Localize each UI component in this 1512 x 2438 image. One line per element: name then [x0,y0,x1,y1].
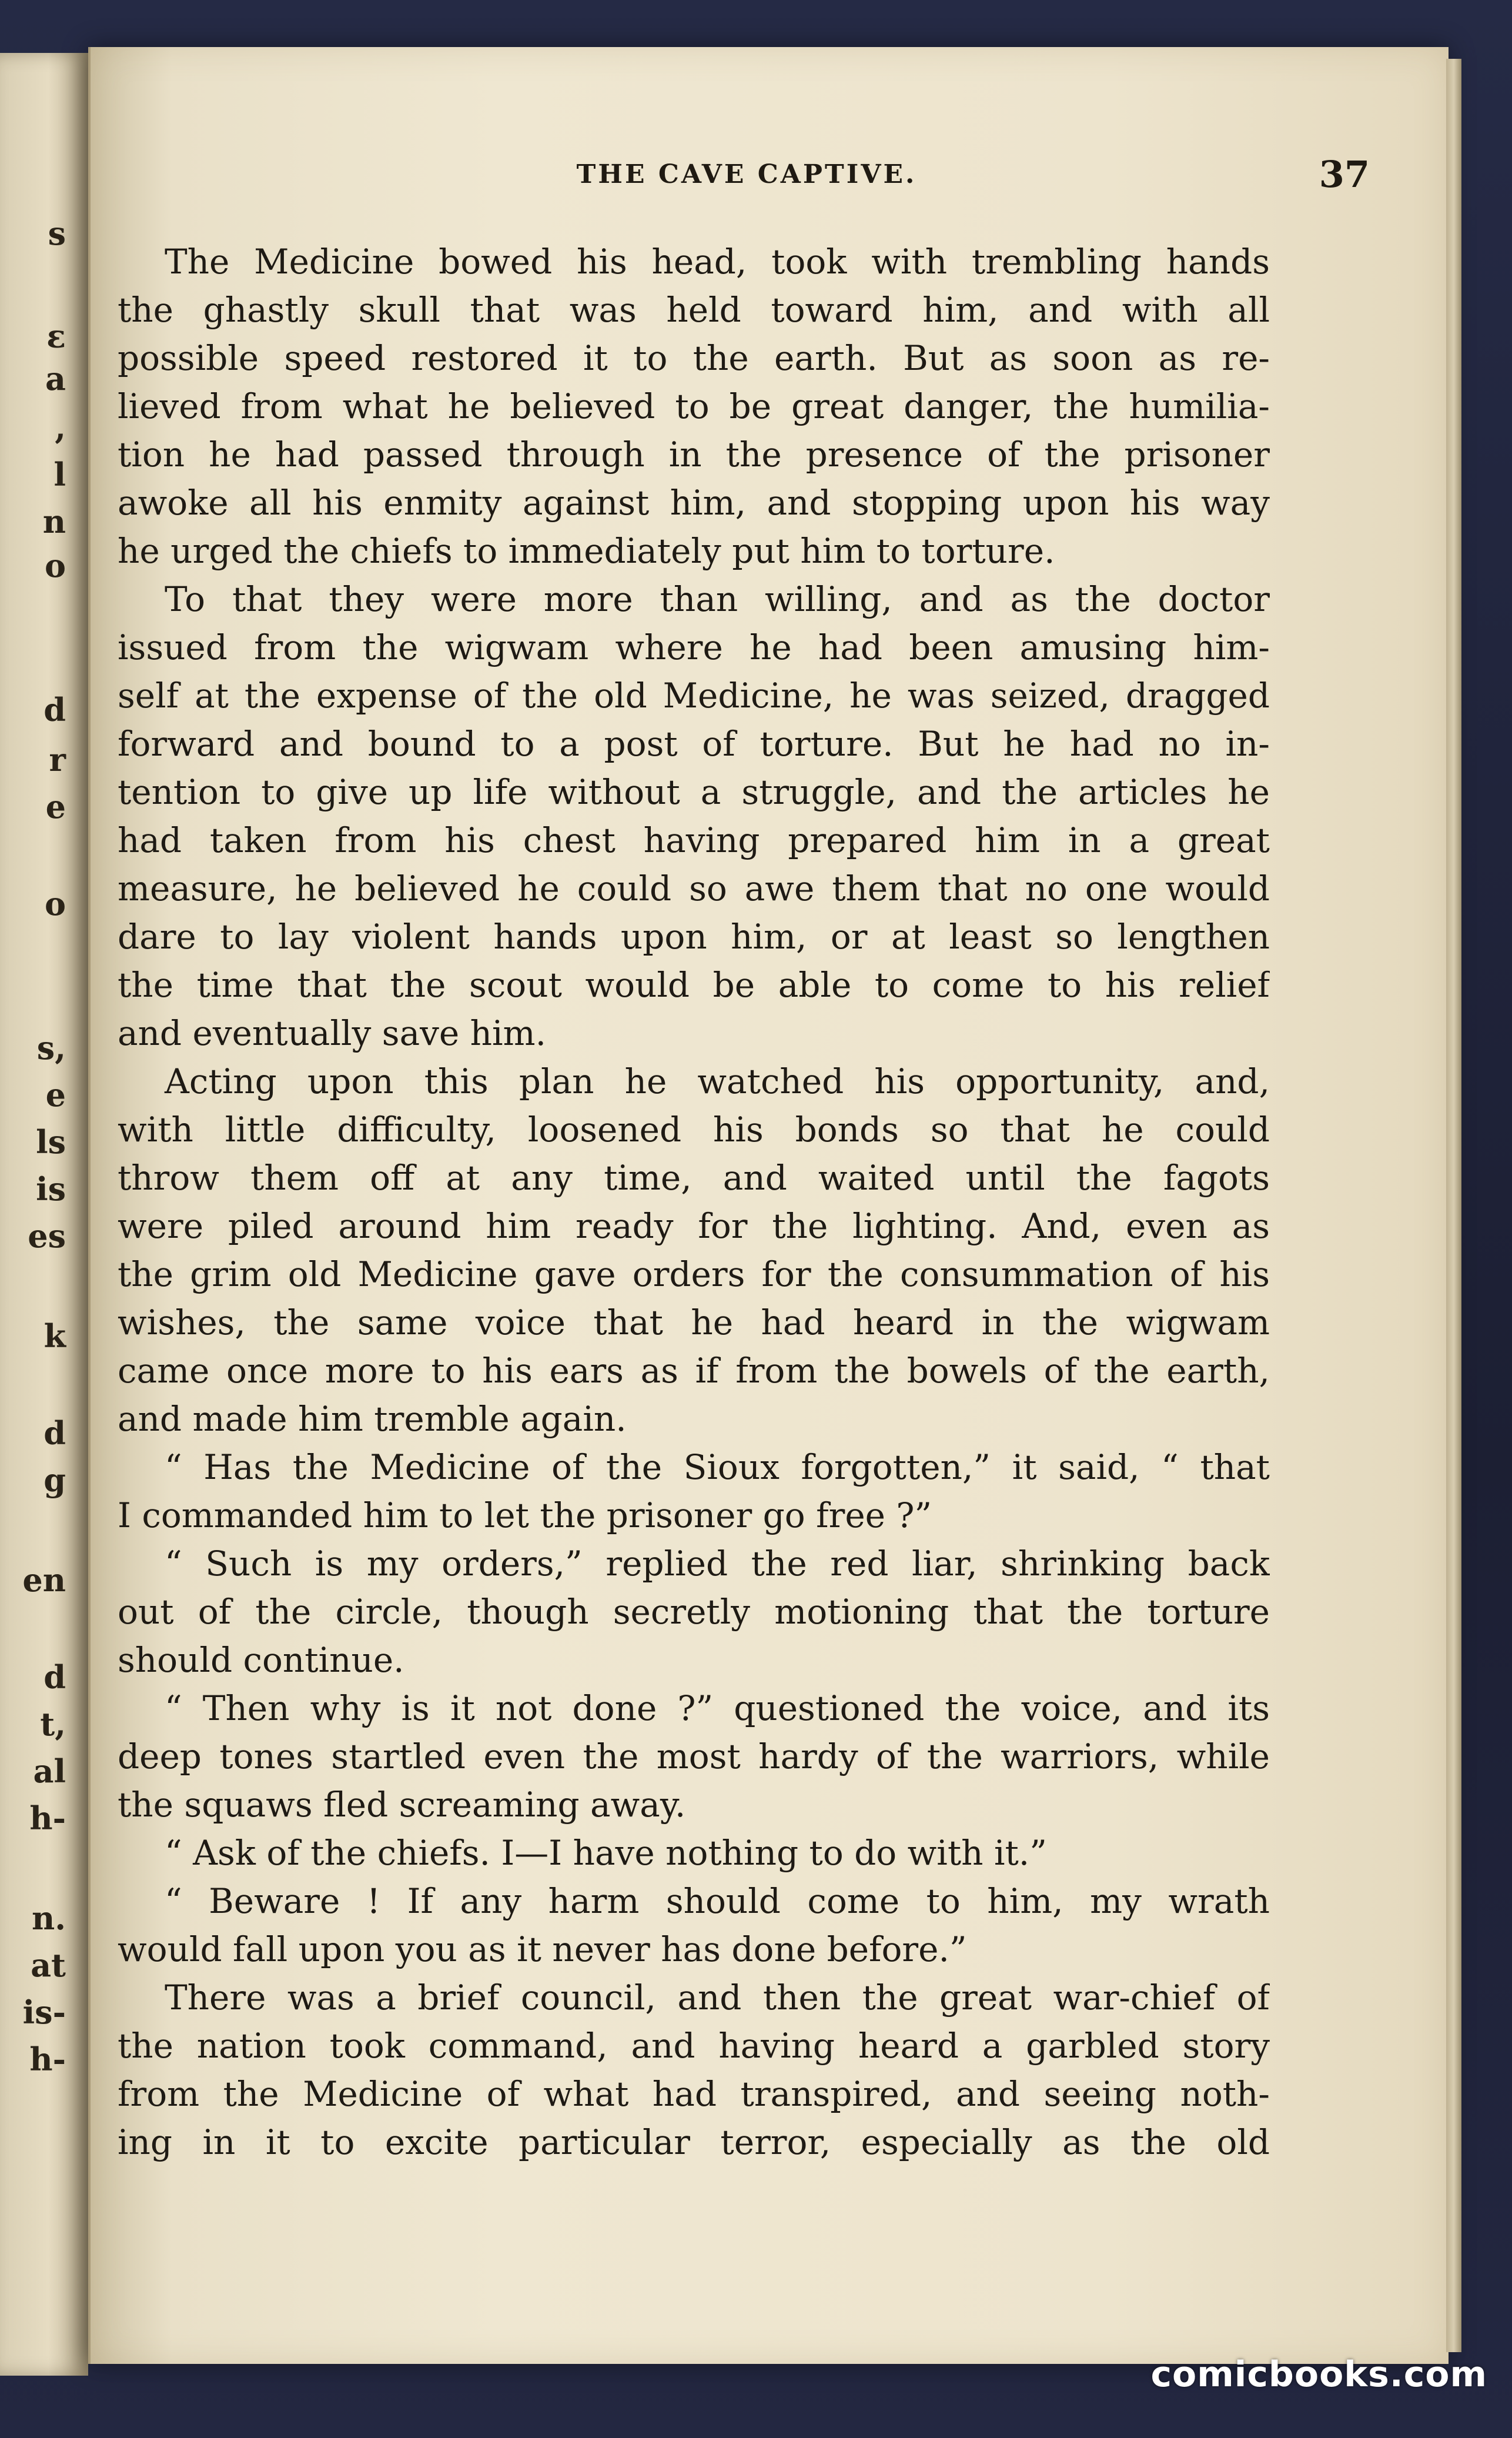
facing-page-fragment: e [45,1076,66,1114]
running-head-title: THE CAVE CAPTIVE. [576,159,917,189]
facing-page-fragment: h- [29,1799,66,1837]
text-line: lieved from what he believed to be great danger, the humilia- [118,386,1270,426]
facing-page-fragment: is- [22,1993,66,2031]
facing-page-fragment: ls [36,1123,66,1161]
body-text [118,238,1270,2166]
text-line: To that they were more than willing, and as the doctor [165,579,1270,619]
facing-page-fragment: d [44,1658,66,1696]
facing-page-fragment: es [28,1217,66,1255]
text-line: had taken from his chest having prepared him in a great [118,820,1270,860]
facing-page-fragment: en [22,1561,66,1599]
text-line: the squaws fled screaming away. [118,1785,686,1825]
text-line: he urged the chiefs to immediately put him to torture. [118,531,1055,571]
text-line: would fall upon you as it never has done before.” [118,1929,967,1969]
facing-page-fragment: g [44,1461,66,1499]
facing-page-fragment: s, [36,1029,66,1067]
text-line: from the Medicine of what had transpired, and seeing noth- [118,2074,1270,2114]
text-line: tion he had passed through in the presence of the prisoner [118,435,1270,475]
facing-page-edge [0,53,88,2376]
text-line: and made him tremble again. [118,1399,627,1439]
text-line: The Medicine bowed his head, took with trembling hands [165,242,1270,282]
text-line: and eventually save him. [118,1013,547,1053]
facing-page-fragment: o [44,547,66,585]
text-line: dare to lay violent hands upon him, or at least so lengthen [118,917,1270,957]
facing-page-fragment: o [44,885,66,923]
text-line: possible speed restored it to the earth. But as soon as re- [118,338,1270,378]
text-line: with little difficulty, loosened his bonds so that he could [118,1110,1270,1150]
facing-page-fragment: t, [40,1705,66,1743]
facing-page-fragment: r [49,741,66,779]
facing-page-fragment: e [45,788,66,826]
facing-page-fragment: d [44,691,66,729]
text-line: out of the circle, though secretly motioning that the torture [118,1592,1270,1632]
text-line: were piled around him ready for the lighting. And, even as [118,1206,1270,1246]
text-line: issued from the wigwam where he had been amusing him- [118,627,1270,667]
source-watermark: comicbooks.com [1150,2354,1487,2395]
text-line: awoke all his enmity against him, and stopping upon his way [118,483,1270,523]
text-line: I commanded him to let the prisoner go free ?” [118,1495,932,1535]
text-line: There was a brief council, and then the great war-chief of [165,1978,1270,2018]
facing-page-text-fragments [0,53,88,2376]
text-line: self at the expense of the old Medicine, he was seized, dragged [118,676,1270,716]
text-line: throw them off at any time, and waited until the fagots [118,1158,1270,1198]
facing-page-fragment: is [36,1170,66,1208]
facing-page-fragment: ε [46,318,66,355]
text-line: tention to give up life without a struggle, and the articles he [118,772,1270,812]
facing-page-fragment: , [55,409,66,446]
text-line: forward and bound to a post of torture. But he had no in- [118,724,1270,764]
facing-page-fragment: d [44,1414,66,1452]
facing-page-fragment: l [53,456,66,493]
text-line: “ Beware ! If any harm should come to him, my wrath [165,1881,1270,1921]
text-line: “ Such is my orders,” replied the red liar, shrinking back [165,1544,1270,1584]
facing-page-fragment: at [31,1946,66,1984]
facing-page-fragment: al [33,1752,66,1790]
page-number: 37 [1319,153,1370,196]
text-line: the time that the scout would be able to come to his relief [118,965,1270,1005]
text-line: Acting upon this plan he watched his opportunity, and, [165,1061,1270,1101]
text-line: the nation took command, and having heard a garbled story [118,2026,1270,2066]
facing-page-fragment: s [48,215,66,252]
facing-page-fragment: a [45,360,66,398]
text-line: the ghastly skull that was held toward him, and with all [118,290,1270,330]
facing-page-fragment: k [44,1317,66,1355]
page-stack-edge [1446,59,1461,2352]
text-line: wishes, the same voice that he had heard in the wigwam [118,1303,1270,1342]
text-line: ing in it to excite particular terror, especially as the old [118,2122,1270,2162]
text-line: measure, he believed he could so awe them that no one would [118,869,1270,909]
text-line: deep tones startled even the most hardy of the warriors, while [118,1736,1270,1776]
facing-page-fragment: n [42,503,66,540]
facing-page-fragment: h- [29,2040,66,2078]
text-line: came once more to his ears as if from the bowels of the earth, [118,1351,1270,1391]
text-line: “ Has the Medicine of the Sioux forgotten,” it said, “ that [165,1447,1270,1487]
text-line: the grim old Medicine gave orders for the consummation of his [118,1254,1270,1294]
text-line: “ Ask of the chiefs. I—I have nothing to do with it.” [165,1833,1047,1873]
text-line: “ Then why is it not done ?” questioned the voice, and its [165,1688,1270,1728]
facing-page-fragment: n. [31,1899,66,1937]
running-head [88,154,1446,195]
text-line: should continue. [118,1640,404,1680]
